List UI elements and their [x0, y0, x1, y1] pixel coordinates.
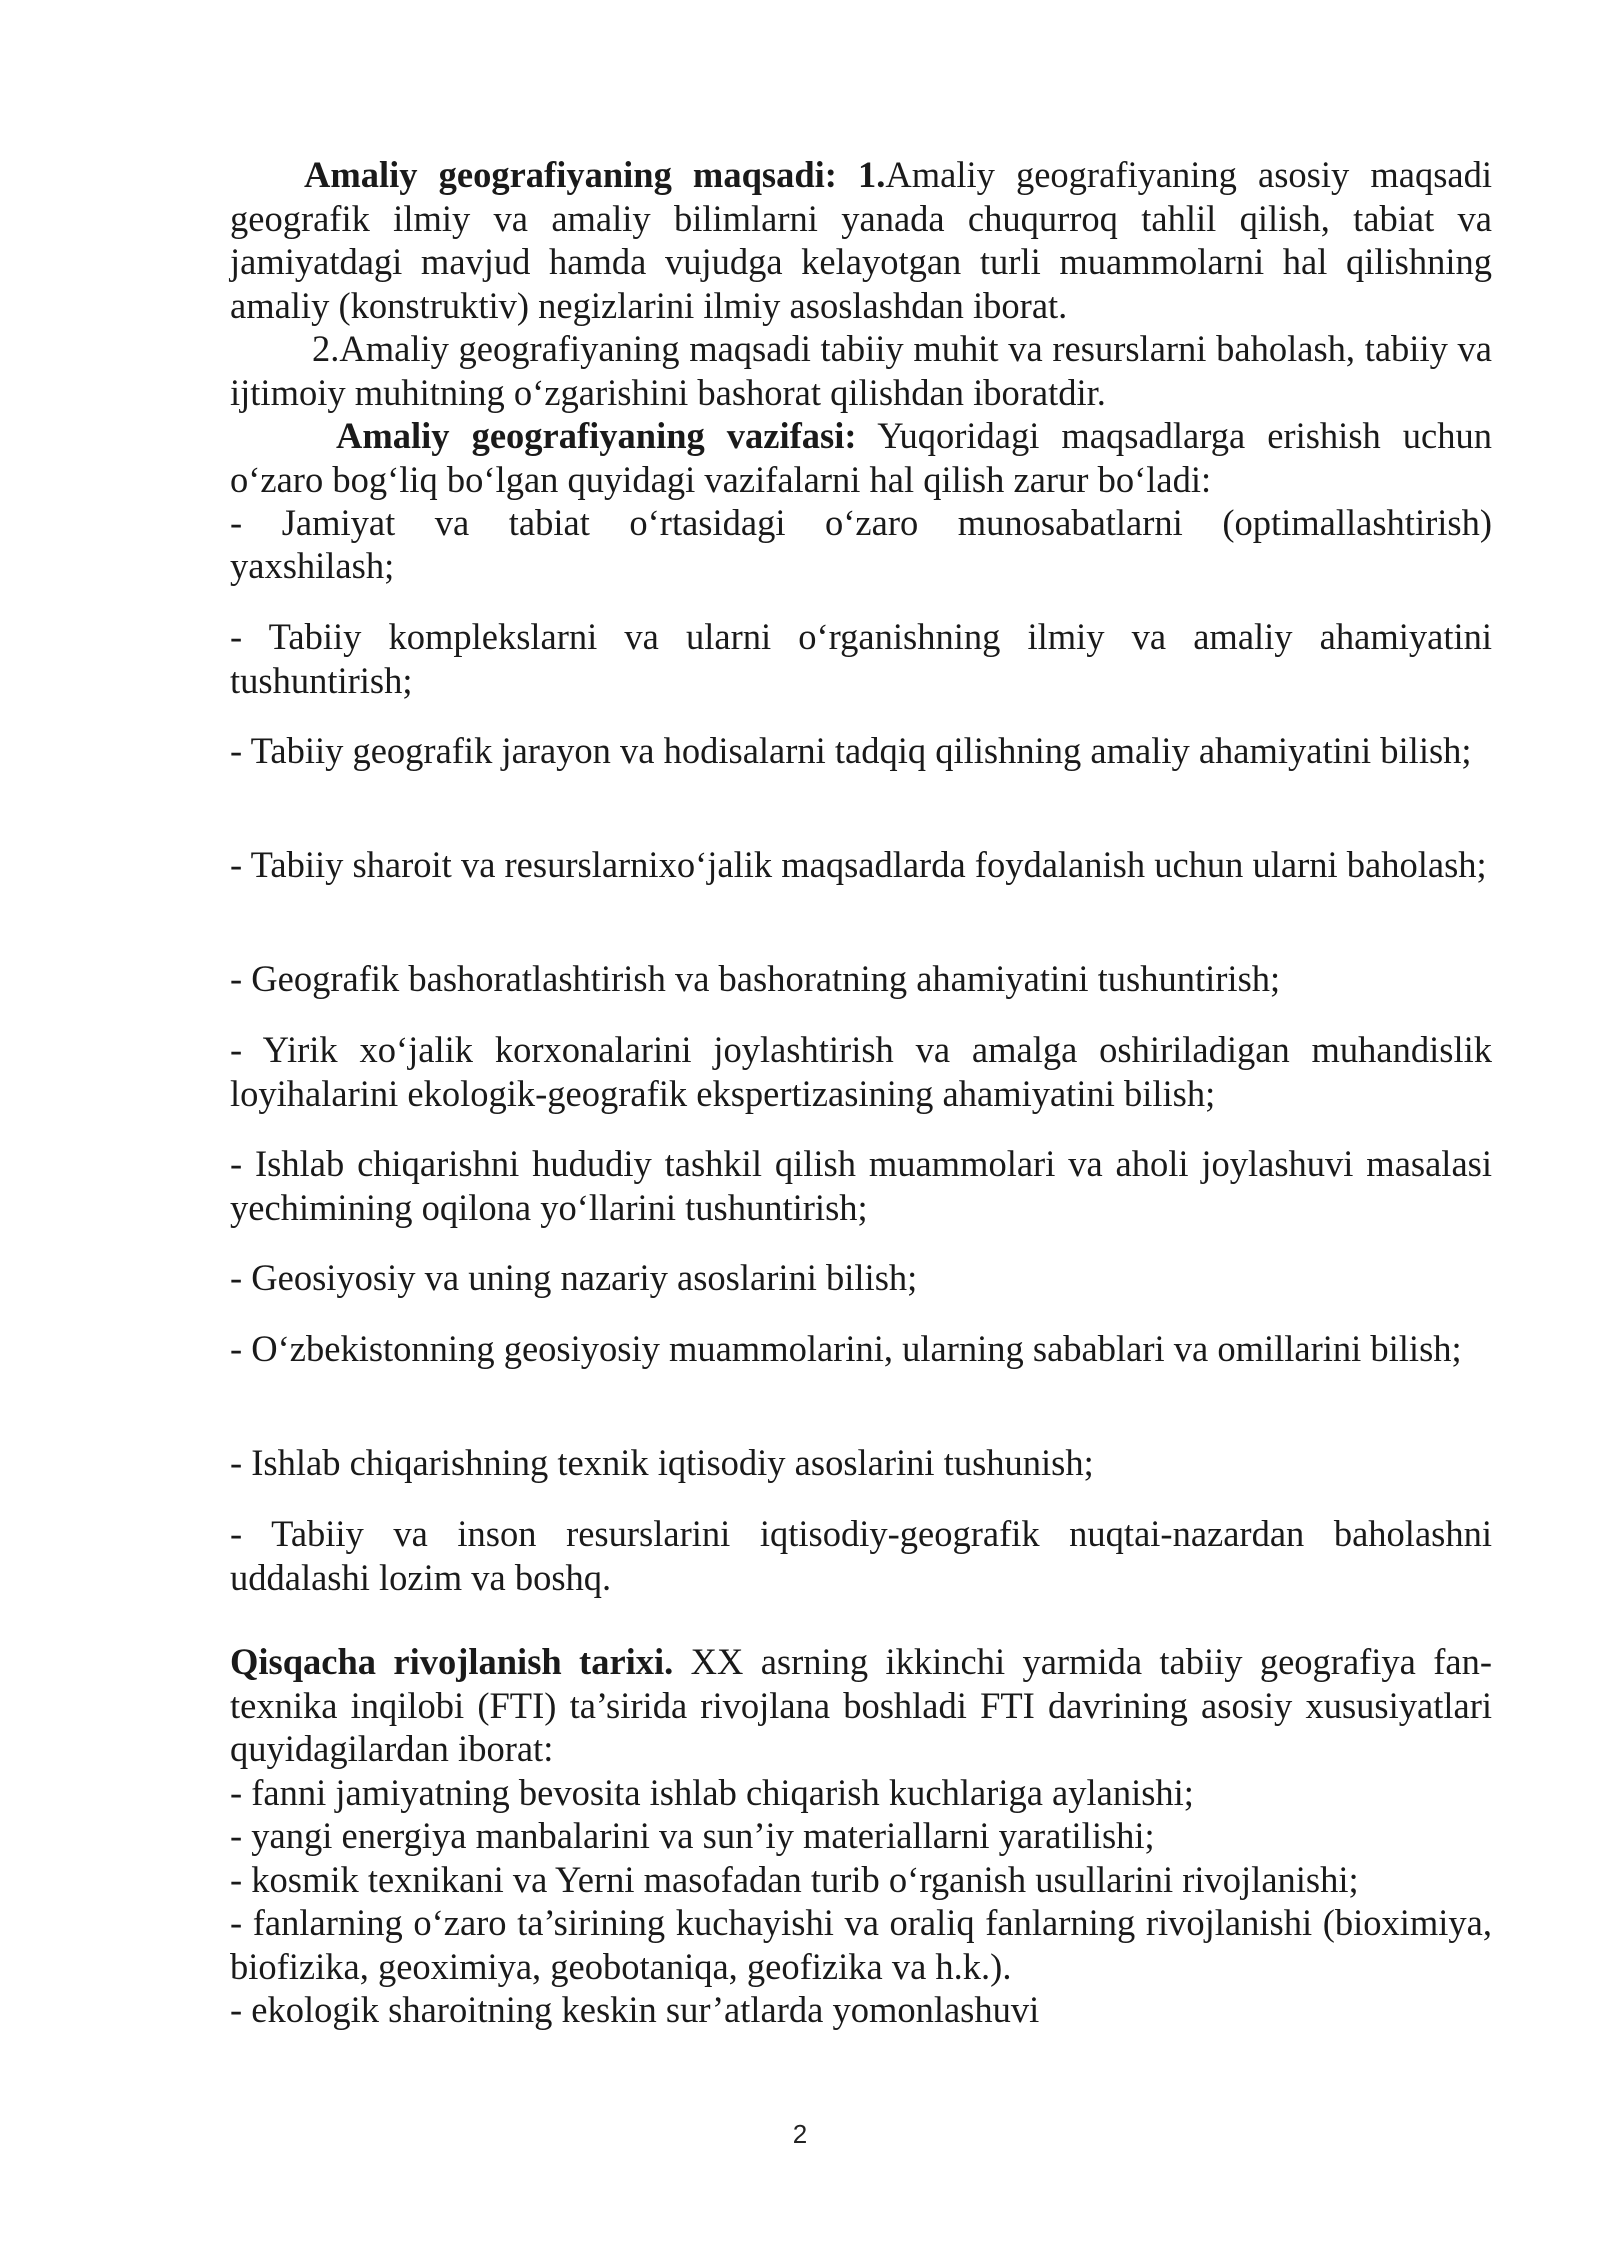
- vazifa-heading: Amaliy geografiyaning vazifasi:: [336, 415, 857, 456]
- vazifa-item-4: - Tabiiy sharoit va resurslarnixo‘jalik maqsadlarda foydalanish uchun ularni baholash;: [230, 844, 1487, 885]
- tarix-paragraph: [230, 1640, 1492, 1771]
- tarix-item-5: - ekologik sharoitning keskin sur’atlarda yomonlashuvi: [230, 1989, 1040, 2030]
- maqsad-paragraph-1: [230, 153, 1492, 327]
- vazifa-item-2: - Tabiiy komplekslarni va ularni o‘rganishning ilmiy va amaliy ahamiyatini tushuntirish;: [230, 616, 1492, 701]
- vazifa-paragraph: [230, 414, 1492, 501]
- vazifa-item-3: - Tabiiy geografik jarayon va hodisalarni tadqiq qilishning amaliy ahamiyatini bilish;: [230, 730, 1472, 771]
- maqsad-text-1: Amaliy geografiyaning asosiy maqsadi geografik ilmiy va amaliy bilimlarni yanada chuqurroq tahlil qilish, tabiat va jamiyatdagi mavjud hamda vujudga kelayotgan turli muammolarni hal qilishning amaliy (konstruktiv) negizlarini ilmiy asoslashdan iborat.: [230, 154, 1492, 326]
- page-number: 2: [792, 2119, 808, 2149]
- tarix-heading: Qisqacha rivojlanish tarixi.: [230, 1641, 674, 1682]
- maqsad-paragraph-2: 2.Amaliy geografiyaning maqsadi tabiiy muhit va resurslarni baholash, tabiiy va ijtimoiy muhitning o‘zgarishini bashorat qilishdan iboratdir.: [230, 328, 1492, 413]
- tarix-item-1: - fanni jamiyatning bevosita ishlab chiqarish kuchlariga aylanishi;: [230, 1772, 1194, 1813]
- tarix-item-3: - kosmik texnikani va Yerni masofadan turib o‘rganish usullarini rivojlanishi;: [230, 1859, 1359, 1900]
- vazifa-item-10: - Ishlab chiqarishning texnik iqtisodiy asoslarini tushunish;: [230, 1442, 1094, 1483]
- vazifa-item-8: - Geosiyosiy va uning nazariy asoslarini bilish;: [230, 1257, 918, 1298]
- vazifa-item-11: - Tabiiy va inson resurslarini iqtisodiy-geografik nuqtai-nazardan baholashni uddalashi lozim va boshq.: [230, 1513, 1492, 1598]
- vazifa-item-6: - Yirik xo‘jalik korxonalarini joylashtirish va amalga oshiriladigan muhandislik loyihalarini ekologik-geografik ekspertizasining ahamiyatini bilish;: [230, 1029, 1492, 1114]
- vazifa-item-7: - Ishlab chiqarishni hududiy tashkil qilish muammolari va aholi joylashuvi masalasi yechimining oqilona yo‘llarini tushuntirish;: [230, 1143, 1492, 1228]
- vazifa-item-1-line-2: yaxshilash;: [230, 545, 395, 586]
- vazifa-item-5: - Geografik bashoratlashtirish va bashoratning ahamiyatini tushuntirish;: [230, 958, 1281, 999]
- vazifa-item-9: - O‘zbekistonning geosiyosiy muammolarini, ularning sabablari va omillarini bilish;: [230, 1328, 1462, 1369]
- tarix-item-2: - yangi energiya manbalarini va sun’iy materiallarni yaratilishi;: [230, 1815, 1155, 1856]
- tarix-intro: XX asrning ikkinchi yarmida tabiiy geografiya fan-texnika inqilobi (FTI) ta’sirida rivojlana boshladi FTI davrining asosiy xususiyatlari quyidagilardan iborat:: [230, 1641, 1492, 1769]
- vazifa-item-1-line-1: - Jamiyat va tabiat o‘rtasidagi o‘zaro munosabatlarni (optimallashtirish): [230, 502, 1492, 543]
- tarix-item-4: - fanlarning o‘zaro ta’sirining kuchayishi va oraliq fanlarning rivojlanishi (bioximiya, biofizika, geoximiya, geobotaniqa, geofizika va h.k.).: [230, 1902, 1492, 1987]
- maqsad-heading: Amaliy geografiyaning maqsadi: 1.: [304, 154, 886, 195]
- vazifa-intro: Yuqoridagi maqsadlarga erishish uchun o‘zaro bog‘liq bo‘lgan quyidagi vazifalarni hal qilish zarur bo‘ladi:: [230, 415, 1492, 500]
